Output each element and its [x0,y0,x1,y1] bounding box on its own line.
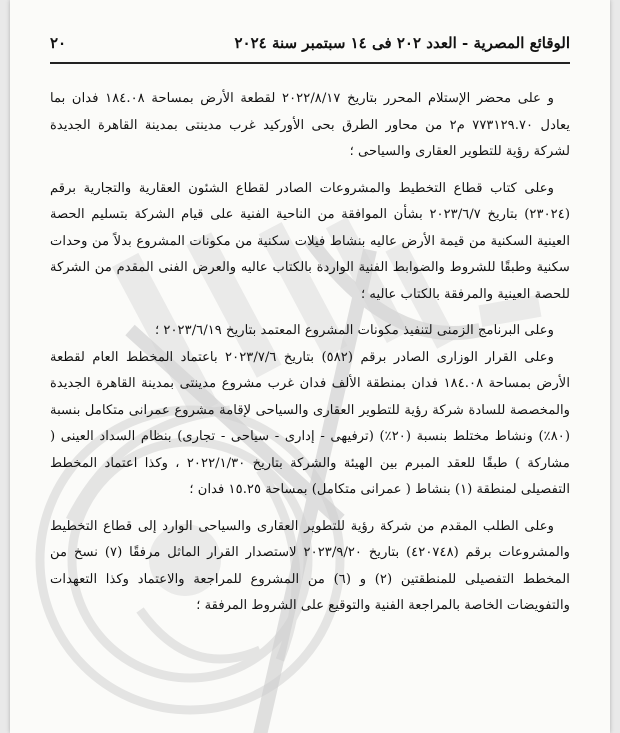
document-page [10,0,610,733]
paragraph-company-request: وعلى الطلب المقدم من شركة رؤية للتطوير العقارى والسياحى الوارد إلى قطاع التخطيط والمشروعات برقم (٤٢٠٧٤٨) بتاريخ ٢٠٢٣/٩/٢٠ لاستصدار القرار الماثل مرفقًا (٧) نسخ من المخطط التفصيلى للمنطقتين (٢) و (٦) من المشروع للمراجعة والاعتماد وكذا التعهدات والتفويضات الخاصة بالمراجعة الفنية والتوقيع على الشروط المرفقة ؛ [50,518,570,613]
page-header [50,34,570,64]
paragraph-time-schedule: وعلى البرنامج الزمنى لتنفيذ مكونات المشروع المعتمد بتاريخ ٢٠٢٣/٦/١٩ ؛ [155,323,554,338]
paragraph-planning-letter: وعلى كتاب قطاع التخطيط والمشروعات الصادر لقطاع الشئون العقارية والتجارية برقم (٢٣٠٢٤) بتاريخ ٢٠٢٣/٦/٧ بشأن الموافقة من الناحية الفنية على قيام الشركة بتسليم الحصة العينية السكنية من قيمة الأرض عاليه بنشاط فيلات سكنية من مكونات المشروع بدلاً من وحدات سكنية وطبقًا للشروط والضوابط الفنية الواردة بالكتاب عاليه والعرض الفنى المقدم من الشركة للحصة العينية والمرفقة بالكتاب عاليه ؛ [50,180,570,302]
document-body [50,86,570,620]
paragraph-ministerial-decree: وعلى القرار الوزارى الصادر برقم (٥٨٢) بتاريخ ٢٠٢٣/٧/٦ باعتماد المخطط العام لقطعة الأرض بمساحة ١٨٤.٠٨ فدان بمنطقة الألف فدان غرب مشروع مدينتى بمدينة القاهرة الجديدة والمخصصة للسادة شركة رؤية للتطوير العقارى والسياحى لإقامة مشروع عمرانى متكامل بنسبة (٨٠٪) ونشاط مختلط بنسبة (٢٠٪) (ترفيهى - إدارى - سياحى - تجارى) بنظام السداد العينى ( مشاركة ) طبقًا للعقد المبرم بين الهيئة والشركة بتاريخ ٢٠٢٢/١/٣٠ ، وكذا اعتماد المخطط التفصيلى لمنطقة (١) بنشاط ( عمرانى متكامل) بمساحة ١٥.٢٥ فدان ؛ [50,349,571,497]
page-number: ٢٠ [50,34,67,52]
paragraph-receipt-record: و على محضر الإستلام المحرر بتاريخ ٢٠٢٢/٨/١٧ لقطعة الأرض بمساحة ١٨٤.٠٨ فدان بما يعادل ٧٧٣١٢٩.٧٠ م٢ من محاور الطرق بحى الأوركيد غرب مدينتى بمدينة القاهرة الجديدة لشركة رؤية للتطوير العقارى والسياحى ؛ [50,91,570,159]
gazette-header-title: الوقائع المصرية - العدد ٢٠٢ فى ١٤ سبتمبر سنة ٢٠٢٤ [234,34,570,52]
